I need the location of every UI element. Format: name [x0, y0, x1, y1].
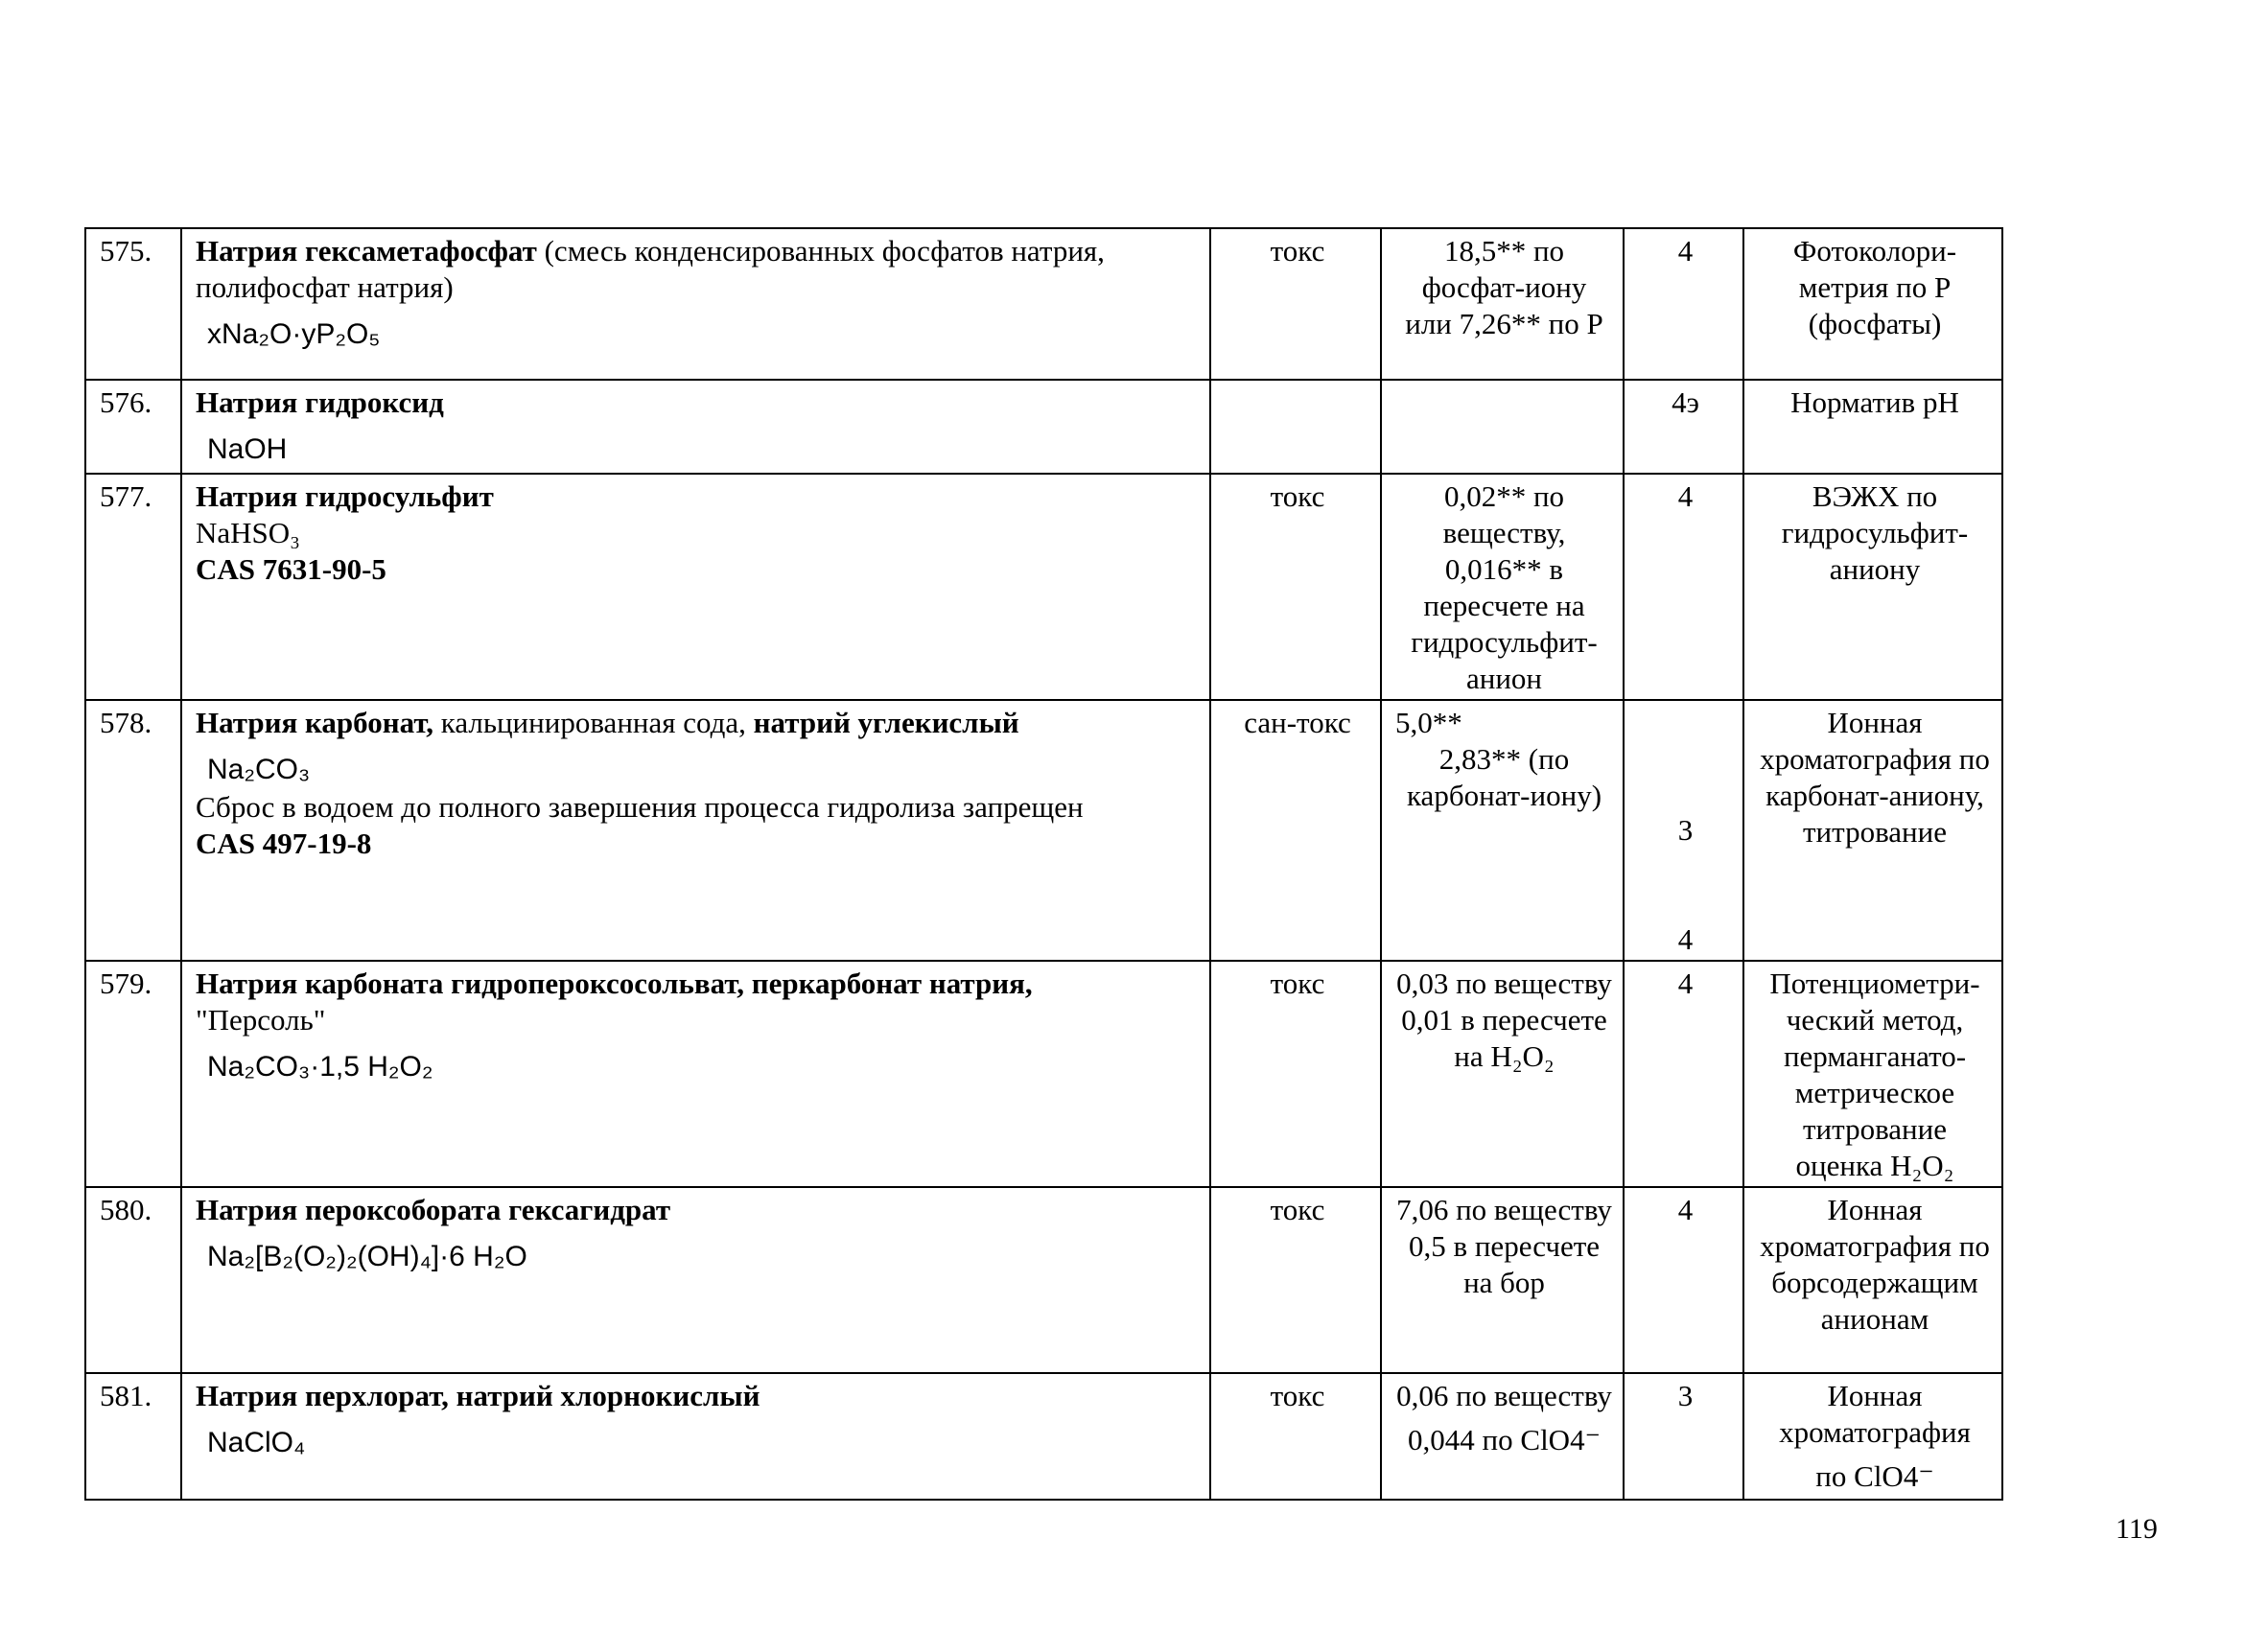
- limit-value: 7,06 по веществу 0,5 в пересчете на бор: [1381, 1187, 1624, 1373]
- substance-cell: [181, 474, 1210, 700]
- limit-value-cell: [1381, 1373, 1624, 1500]
- chemical-formula: Na₂CO₃·1,5 H₂O₂: [207, 1051, 433, 1083]
- limit-value-cell: [1381, 700, 1624, 961]
- page-number: 119: [2116, 1513, 2158, 1545]
- hazard-class: 4э: [1624, 380, 1743, 474]
- substance-name: Натрия пероксобората гексагидрат: [196, 1193, 671, 1226]
- analysis-method: Норматив рН: [1743, 380, 2002, 474]
- limit-value: [1381, 380, 1624, 474]
- limit-value-ion: 2,83** (по карбонат-иону): [1406, 742, 1602, 812]
- hazard-class: 4: [1624, 474, 1743, 700]
- substance-synonym-bold: натрий углекислый: [753, 706, 1019, 739]
- substance-cell: [181, 700, 1210, 961]
- substance-cell: [181, 380, 1210, 474]
- chemical-formula: NaHSO₃: [196, 516, 300, 549]
- table-row: [85, 1373, 2002, 1500]
- table-row: [85, 700, 2002, 961]
- substance-trade-name: "Персоль": [196, 1003, 326, 1037]
- substance-name: Натрия гексаметафосфат: [196, 234, 537, 268]
- limit-type: токс: [1210, 1187, 1381, 1373]
- table-row: [85, 1187, 2002, 1373]
- chemical-formula: Na₂[B₂(O₂)₂(OH)₄]·6 H₂O: [207, 1241, 527, 1272]
- substance-name: Натрия карбонат,: [196, 706, 433, 739]
- row-number: 576.: [85, 380, 181, 474]
- row-number: 581.: [85, 1373, 181, 1500]
- substance-cell: [181, 228, 1210, 380]
- substance-cell: [181, 1187, 1210, 1373]
- analysis-method-target: по ClO4⁻: [1815, 1459, 1934, 1493]
- hazard-class: 3: [1677, 813, 1694, 847]
- limit-type: токс: [1210, 961, 1381, 1187]
- chemical-formula: NaClO₄: [207, 1427, 306, 1458]
- substance-synonyms: (смесь конденсированных фосфатов натрия, полифосфат натрия): [196, 234, 1105, 304]
- discharge-note: Сброс в водоем до полного завершения процесса гидролиза запрещен: [196, 790, 1084, 824]
- limit-type: [1210, 380, 1381, 474]
- hazard-class-cell: [1624, 700, 1743, 961]
- substance-cell: [181, 1373, 1210, 1500]
- limit-type: сан-токс: [1210, 700, 1381, 961]
- analysis-method: Фотоколори-метрия по Р (фосфаты): [1743, 228, 2002, 380]
- substance-table: [84, 227, 2003, 1501]
- table-row: [85, 961, 2002, 1187]
- analysis-method: Ионная хроматография по карбонат-аниону, титрование: [1743, 700, 2002, 961]
- substance-cell: [181, 961, 1210, 1187]
- row-number: 577.: [85, 474, 181, 700]
- analysis-method: ВЭЖХ по гидросульфит-аниону: [1743, 474, 2002, 700]
- substance-name: Натрия карбоната гидропероксосольват, перкарбонат натрия,: [196, 967, 1033, 1000]
- table-row: [85, 228, 2002, 380]
- analysis-method: Потенциометри-ческий метод, перманганато-метрическое титрование оценка H₂O₂: [1743, 961, 2002, 1187]
- row-number: 580.: [85, 1187, 181, 1373]
- analysis-method-cell: [1743, 1373, 2002, 1500]
- row-number: 578.: [85, 700, 181, 961]
- limit-value: 0,03 по веществу 0,01 в пересчете на H₂O₂: [1381, 961, 1624, 1187]
- limit-value-ion: 0,044 по ClO4⁻: [1408, 1423, 1601, 1456]
- limit-value: 5,0**: [1395, 706, 1462, 739]
- limit-value: 18,5** по фосфат-иону или 7,26** по Р: [1381, 228, 1624, 380]
- chemical-formula: NaOH: [207, 433, 288, 465]
- chemical-formula: Na₂CO₃: [207, 754, 311, 785]
- limit-type: токс: [1210, 1373, 1381, 1500]
- cas-number: CAS 7631-90-5: [196, 552, 386, 586]
- table-row: [85, 380, 2002, 474]
- table-row: [85, 474, 2002, 700]
- hazard-class: 4: [1624, 961, 1743, 1187]
- chemical-formula: xNa₂O·yP₂O₅: [207, 318, 381, 350]
- row-number: 579.: [85, 961, 181, 1187]
- substance-name: Натрия перхлорат, натрий хлорнокислый: [196, 1379, 760, 1412]
- limit-type: токс: [1210, 474, 1381, 700]
- substance-synonym: кальцинированная сода,: [433, 706, 754, 739]
- limit-value: 0,06 по веществу: [1396, 1379, 1612, 1412]
- analysis-method: Ионная хроматография по борсодержащим анионам: [1743, 1187, 2002, 1373]
- substance-name: Натрия гидроксид: [196, 385, 444, 419]
- hazard-class: 3: [1624, 1373, 1743, 1500]
- row-number: 575.: [85, 228, 181, 380]
- substance-name: Натрия гидросульфит: [196, 479, 494, 513]
- hazard-class: 4: [1624, 228, 1743, 380]
- analysis-method: Ионная хроматография: [1779, 1379, 1971, 1449]
- cas-number: CAS 497-19-8: [196, 827, 372, 860]
- hazard-class: 4: [1624, 1187, 1743, 1373]
- limit-value: 0,02** по веществу, 0,016** в пересчете на гидросульфит-анион: [1381, 474, 1624, 700]
- hazard-class-ion: 4: [1677, 922, 1694, 956]
- limit-type: токс: [1210, 228, 1381, 380]
